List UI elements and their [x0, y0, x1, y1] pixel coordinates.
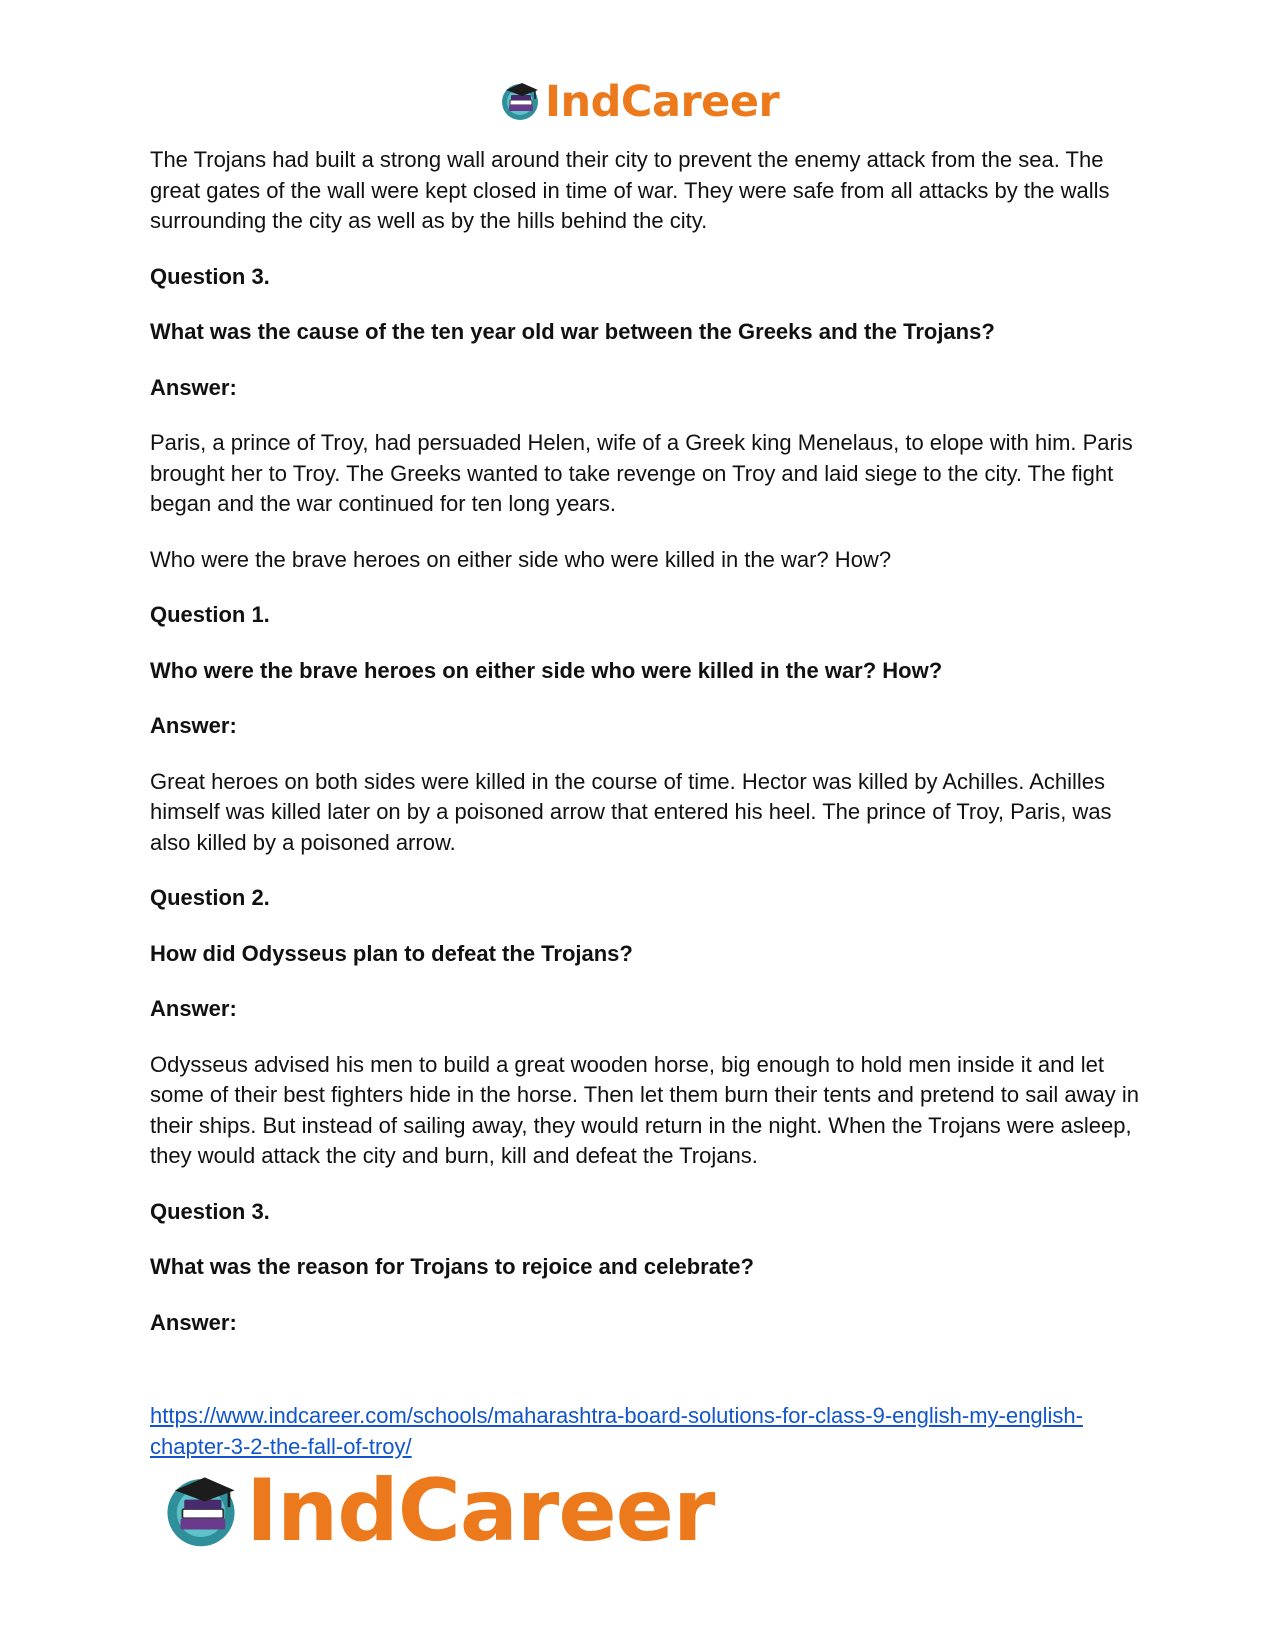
graduation-cap-book-icon: [160, 1468, 242, 1555]
question-text: What was the cause of the ten year old war between the Greeks and the Trojans?: [150, 319, 995, 344]
question-text: What was the reason for Trojans to rejoice and celebrate?: [150, 1254, 754, 1279]
source-link[interactable]: https://www.indcareer.com/schools/maharashtra-board-solutions-for-class-9-english-my-english-chapter-3-2-the-fall-of-troy/: [150, 1403, 1083, 1459]
footer-logo: [160, 1461, 715, 1561]
answer-label: Answer:: [150, 713, 237, 738]
answer-label: Answer:: [150, 1309, 237, 1335]
logo-text: IndCareer: [246, 1461, 715, 1561]
answer-paragraph: Odysseus advised his men to build a great wooden horse, big enough to hold men inside it and let some of their best fighters hide in the horse. Then let them burn their tents and pretend to sail away in their ships. But instead of sailing away, they would return in the night. When the Trojans were asleep, they would attack the city and burn, kill and defeat the Trojans.: [150, 1051, 1139, 1168]
answer-label: Answer:: [150, 374, 237, 400]
intro-paragraph: The Trojans had built a strong wall around their city to prevent the enemy attack from the sea. The great gates of the wall were kept closed in time of war. They were safe from all attacks by the walls surrounding the city as well as by the hills behind the city.: [150, 147, 1110, 233]
question-label: Question 2.: [150, 885, 270, 910]
question-text: Who were the brave heroes on either side who were killed in the war? How?: [150, 657, 943, 683]
document-body: [150, 145, 1140, 1363]
answer-label: Answer:: [150, 996, 237, 1021]
question-label: Question 1.: [150, 602, 270, 627]
logo-text: IndCareer: [545, 76, 780, 127]
answer-paragraph: Great heroes on both sides were killed in the course of time. Hector was killed by Achilles. Achilles himself was killed later on by a poisoned arrow that entered his heel. The prince of Troy, Paris, was also killed by a poisoned arrow.: [150, 768, 1112, 855]
question-label: Question 3.: [150, 263, 270, 289]
graduation-cap-book-icon: [498, 78, 542, 127]
section-heading: Who were the brave heroes on either side who were killed in the war? How?: [150, 546, 892, 572]
question-label: Question 3.: [150, 1198, 270, 1224]
header-logo: [498, 78, 779, 126]
question-text: How did Odysseus plan to defeat the Trojans?: [150, 940, 633, 966]
answer-paragraph: Paris, a prince of Troy, had persuaded Helen, wife of a Greek king Menelaus, to elope with him. Paris brought her to Troy. The Greeks wanted to take revenge on Troy and laid siege to the city. The fight began and the war continued for ten long years.: [150, 430, 1133, 516]
